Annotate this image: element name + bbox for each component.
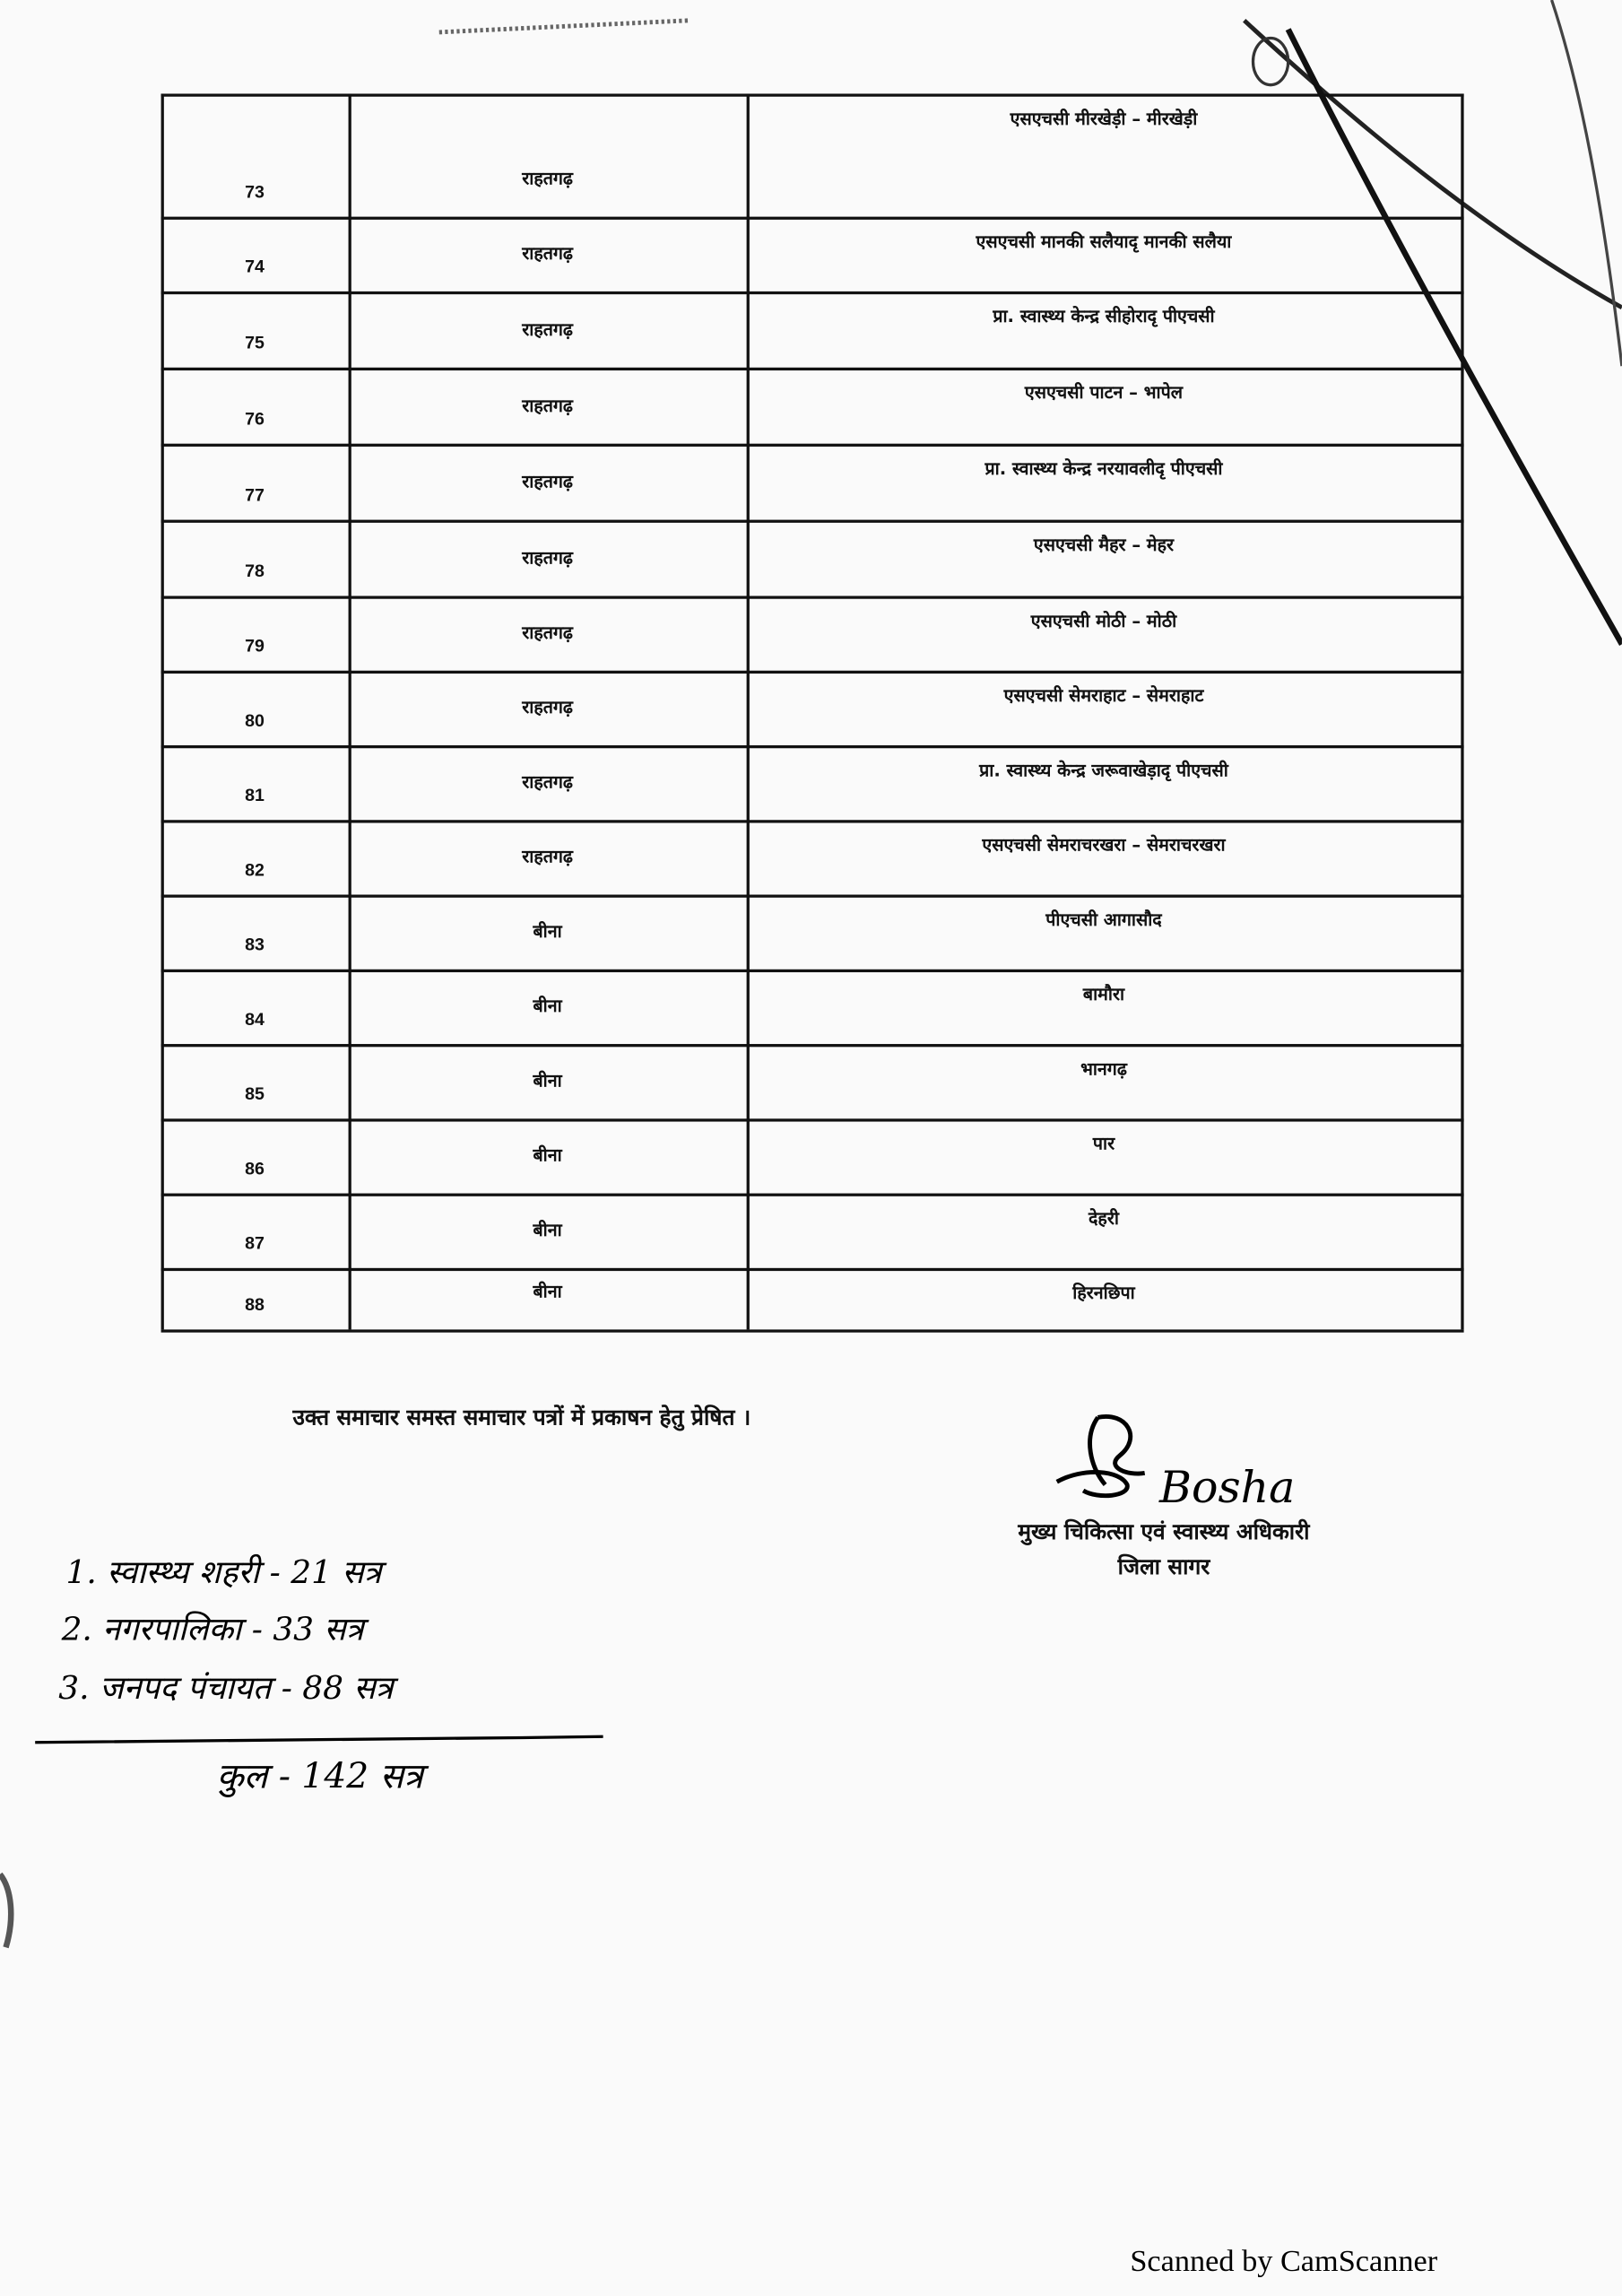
health-center-name: एसएचसी मोठी – मोठी (1030, 610, 1177, 631)
block-name: राहतगढ़ (522, 471, 573, 492)
health-center-name: हिरनछिपा (1072, 1283, 1135, 1304)
health-center-name: एसएचसी मैहर – मेहर (1033, 534, 1175, 555)
officer-district: जिला सागर (1117, 1553, 1210, 1580)
row-number: 82 (245, 859, 265, 881)
table-row (161, 217, 1464, 291)
table-row (161, 596, 1464, 670)
table-row (161, 820, 1464, 894)
handwritten-line-2: 2. नगरपालिका - 33 सत्र (61, 1612, 364, 1649)
block-name: राहतगढ़ (522, 395, 573, 416)
health-center-name: एसएचसी पाटन – भापेल (1024, 382, 1184, 403)
health-center-name: प्रा. स्वास्थ्य केन्द्र सीहोरादृ पीएचसी (993, 306, 1215, 327)
row-number: 85 (245, 1083, 265, 1104)
handwritten-line-1: 1. स्वास्थ्य शहरी - 21 सत्र (65, 1554, 382, 1592)
block-name: बीना (533, 920, 562, 942)
health-center-name: एसएचसी मानकी सलैयादृ मानकी सलैया (976, 230, 1232, 252)
table-rule (161, 1329, 1464, 1332)
forwarding-note: उक्त समाचार समस्त समाचार पत्रों में प्रकाषन हेतु प्रेषित । (292, 1404, 751, 1431)
table-row (161, 1118, 1464, 1193)
block-name: राहतगढ़ (522, 168, 573, 189)
handwritten-total: कुल - 142 सत्र (216, 1755, 423, 1797)
officer-designation: मुख्य चिकित्सा एवं स्वास्थ्य अधिकारी (1018, 1518, 1310, 1545)
table-row (161, 671, 1464, 745)
table-row (161, 970, 1464, 1044)
health-center-name: भानगढ़ (1080, 1058, 1127, 1080)
table-row (161, 444, 1464, 520)
table-row (161, 368, 1464, 444)
row-number: 86 (245, 1158, 265, 1179)
health-center-name: एसएचसी सेमराचरखरा – सेमराचरखरा (982, 834, 1226, 856)
table-row (161, 1044, 1464, 1118)
row-number: 79 (245, 635, 265, 657)
block-name: राहतगढ़ (522, 846, 573, 867)
block-name: बीना (533, 1070, 562, 1091)
camscanner-watermark: Scanned by CamScanner (1130, 2243, 1438, 2279)
table-row (161, 895, 1464, 970)
row-number: 88 (245, 1294, 265, 1316)
health-center-name: पार (1092, 1133, 1115, 1154)
row-number: 75 (245, 332, 265, 353)
health-center-name: प्रा. स्वास्थ्य केन्द्र नरयावलीदृ पीएचसी (984, 458, 1223, 479)
table-row (161, 520, 1464, 596)
row-number: 87 (245, 1232, 265, 1254)
health-center-name: पीएचसी आगासौद (1045, 909, 1162, 930)
handwritten-rule (30, 1731, 615, 1749)
block-name: राहतगढ़ (522, 697, 573, 718)
health-center-name: प्रा. स्वास्थ्य केन्द्र जरूवाखेड़ादृ पीएचसी (979, 760, 1228, 781)
block-name: राहतगढ़ (522, 318, 573, 340)
block-name: बीना (533, 1144, 562, 1166)
health-center-name: देहरी (1089, 1207, 1119, 1229)
table-row (161, 291, 1464, 368)
row-number: 83 (245, 934, 265, 955)
row-number: 74 (245, 256, 265, 277)
block-name: बीना (533, 996, 562, 1017)
row-number: 78 (245, 561, 265, 582)
row-number: 81 (245, 785, 265, 805)
table-row (161, 93, 1464, 216)
row-number: 77 (245, 484, 265, 506)
block-name: बीना (533, 1281, 562, 1302)
table-row (161, 1194, 1464, 1268)
block-name: राहतगढ़ (522, 243, 573, 264)
row-number: 73 (245, 181, 265, 203)
row-number: 76 (245, 408, 265, 430)
table-row (161, 745, 1464, 820)
row-number: 80 (245, 709, 265, 731)
block-name: राहतगढ़ (522, 771, 573, 793)
block-name: राहतगढ़ (522, 622, 573, 643)
health-center-name: एसएचसी मीरखेड़ी – मीरखेड़ी (1010, 108, 1198, 129)
row-number: 84 (245, 1008, 265, 1030)
block-name: बीना (533, 1219, 562, 1240)
health-center-name: बामौरा (1082, 984, 1125, 1004)
table-row (161, 1268, 1464, 1330)
block-name: राहतगढ़ (522, 547, 573, 569)
svg-text:Bosha: Bosha (1159, 1462, 1296, 1514)
health-center-name: एसएचसी सेमराहाट – सेमराहाट (1003, 685, 1204, 706)
signature-scribble (1039, 1409, 1317, 1515)
handwritten-line-3: 3. जनपद पंचायत - 88 सत्र (58, 1670, 394, 1708)
